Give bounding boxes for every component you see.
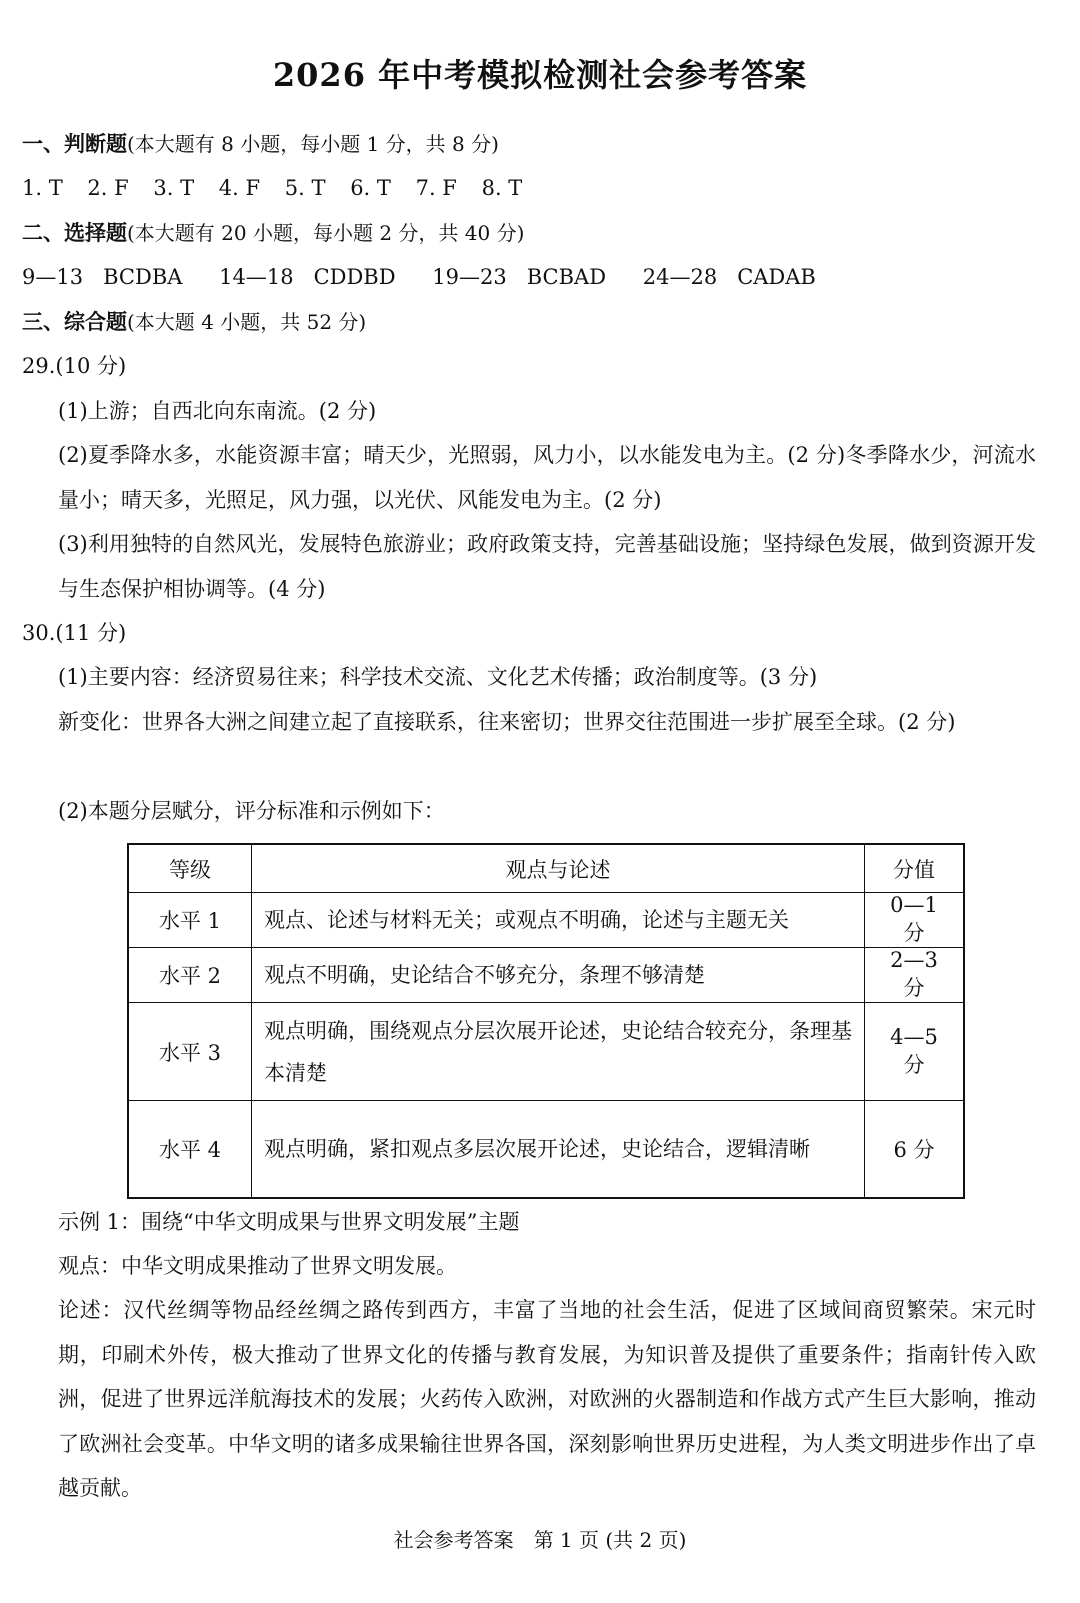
table-header: 观点与论述 (252, 844, 865, 893)
table-header: 分值 (865, 844, 965, 893)
section-1-heading: 一、判断题 (22, 131, 127, 156)
score-cell: 4—5 分 (865, 1003, 965, 1101)
q30-new-change: 新变化：世界各大洲之间建立起了直接联系，往来密切；世界交往范围进一步扩展至全球。(2 分) (58, 710, 956, 734)
table-row (128, 893, 964, 948)
level-cell: 水平 1 (128, 893, 252, 948)
tf-answer: 7. F (415, 176, 457, 200)
score-cell: 0—1 分 (865, 893, 965, 948)
section-2-answers (22, 262, 846, 292)
choice-answers: BCBAD (526, 265, 607, 289)
q29-label: 29.(10 分) (22, 354, 127, 378)
table-row (128, 1003, 964, 1101)
desc-cell: 观点明确，紧扣观点多层次展开论述，史论结合，逻辑清晰 (252, 1101, 865, 1198)
level-cell: 水平 2 (128, 948, 252, 1003)
tf-answer: 3. T (153, 176, 195, 200)
tf-answer: 2. F (87, 176, 129, 200)
page-title: 2026 年中考模拟检测社会参考答案 (272, 56, 808, 94)
section-3-header (22, 307, 366, 337)
desc-cell: 观点不明确，史论结合不够充分，条理不够清楚 (252, 948, 865, 1003)
score-cell: 2—3 分 (865, 948, 965, 1003)
choice-range: 24—28 (642, 265, 718, 289)
q30-label: 30.(11 分) (22, 621, 127, 645)
q29-part3: (3)利用独特的自然风光，发展特色旅游业；政府政策支持，完善基础设施；坚持绿色发展，做到资源开发与生态保护相协调等。(4 分) (58, 532, 1036, 601)
example-viewpoint: 观点：中华文明成果推动了世界文明发展。 (58, 1254, 457, 1278)
desc-cell: 观点、论述与材料无关；或观点不明确，论述与主题无关 (252, 893, 865, 948)
table-header-row (128, 844, 964, 893)
section-2-heading: 二、选择题 (22, 220, 127, 245)
choice-range: 14—18 (219, 265, 294, 289)
choice-range: 19—23 (432, 265, 507, 289)
table-row (128, 1101, 964, 1198)
choice-answers: BCDBA (103, 265, 183, 289)
q30-part2-intro: (2)本题分层赋分，评分标准和示例如下： (58, 799, 445, 823)
section-1-header (22, 129, 499, 159)
tf-answer: 1. T (22, 176, 63, 200)
section-1-answers (22, 173, 540, 203)
page-footer: 社会参考答案 第 1 页 (共 2 页) (393, 1528, 687, 1552)
section-3-note: (本大题 4 小题，共 52 分) (127, 310, 367, 334)
level-cell: 水平 3 (128, 1003, 252, 1101)
section-2-header (22, 218, 524, 248)
score-cell: 6 分 (865, 1101, 965, 1198)
desc-cell: 观点明确，围绕观点分层次展开论述，史论结合较充分，条理基本清楚 (252, 1003, 865, 1101)
section-2-note: (本大题有 20 小题，每小题 2 分，共 40 分) (127, 221, 525, 245)
choice-range: 9—13 (22, 265, 84, 289)
tf-answer: 6. T (350, 176, 391, 200)
tf-answer: 4. F (218, 176, 261, 200)
section-1-note: (本大题有 8 小题，每小题 1 分，共 8 分) (127, 132, 499, 156)
level-cell: 水平 4 (128, 1101, 252, 1198)
tf-answer: 5. T (284, 176, 326, 200)
tf-answer: 8. T (481, 176, 523, 200)
grading-table (127, 843, 965, 1199)
table-row (128, 948, 964, 1003)
example-argument: 论述：汉代丝绸等物品经丝绸之路传到西方，丰富了当地的社会生活，促进了区域间商贸繁荣。宋元时期，印刷术外传，极大推动了世界文化的传播与教育发展，为知识普及提供了重要条件；指南针传入欧洲，促进了世界远洋航海技术的发展；火药传入欧洲，对欧洲的火器制造和作战方式产生巨大影响，推动了欧洲社会变革。中华文明的诸多成果输往世界各国，深刻影响世界历史进程，为人类文明进步作出了卓越贡献。 (58, 1298, 1036, 1500)
q29-part2: (2)夏季降水多，水能资源丰富；晴天少，光照弱，风力小，以水能发电为主。(2 分)冬季降水少，河流水量小；晴天多，光照足，风力强，以光伏、风能发电为主。(2 分) (58, 443, 1036, 512)
table-header: 等级 (128, 844, 252, 893)
q30-part1: (1)主要内容：经济贸易往来；科学技术交流、文化艺术传播；政治制度等。(3 分) (58, 665, 818, 689)
choice-answers: CDDBD (313, 265, 396, 289)
choice-answers: CADAB (737, 265, 816, 289)
q29-part1: (1)上游；自西北向东南流。(2 分) (58, 399, 377, 423)
example-title: 示例 1：围绕“中华文明成果与世界文明发展”主题 (58, 1210, 520, 1234)
section-3-heading: 三、综合题 (22, 309, 127, 334)
